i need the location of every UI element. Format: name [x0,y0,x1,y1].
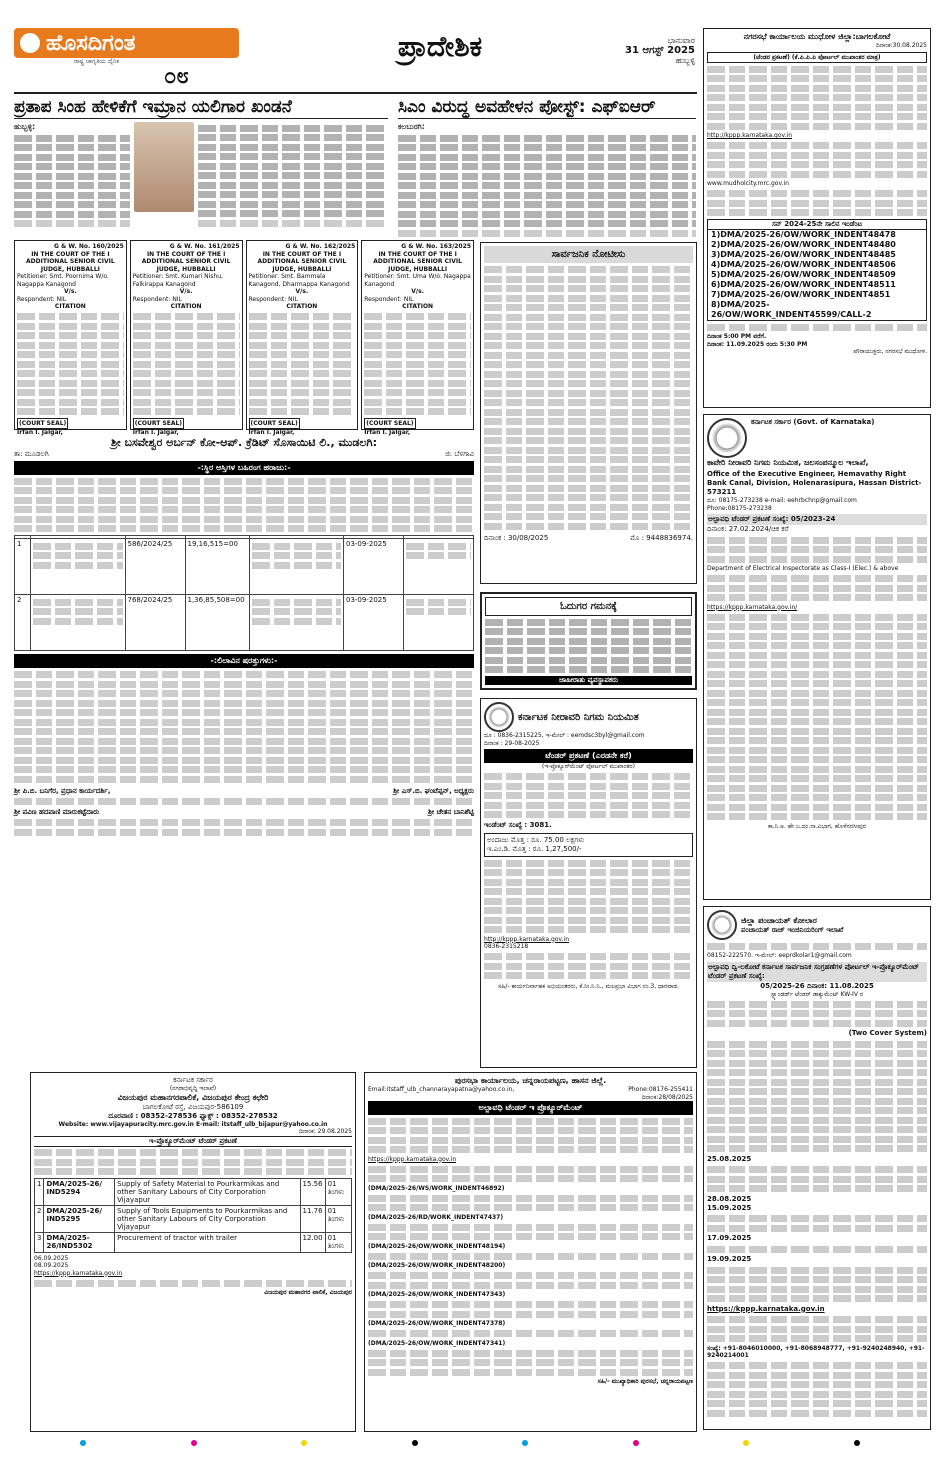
emblem-icon [484,702,514,732]
story-headline: ಸಿಎಂ ವಿರುದ್ಧ ಅವಹೇಳನ ಪೋಸ್ಟ್: ಎಫ್ಐಆರ್ [398,96,696,119]
city: ಹುಬ್ಬಳ್ಳಿ [675,56,695,65]
public-notice [480,242,697,584]
tender-table [34,1178,352,1253]
dateline [600,36,695,76]
tender-link[interactable]: http://kppp.karnataka.gov.in [484,935,569,943]
bank-title: ಶ್ರೀ ಬಸವೇಶ್ವರ ಅರ್ಬನ್ ಕೋ-ಆಪ್. ಕ್ರೆಡಿಟ್ ಸೊಸಾಯಿಟಿ ಲಿ., ಮುಡಲಗಿ: [111,436,377,449]
table-row: 1 586/2024/25 19,16,515=00 03-09-2025 [15,539,474,595]
indent-list: ಸನ್ 2024-25ನೇ ಸಾಲಿನ ಇಂಡೆಂಟ 1)DMA/2025-26/OW/WORK_INDENT48478 2)DMA/2025-26/OW/WORK_INDENT48480 3)DMA/2025-26/OW/WORK_INDENT48485 4)DMA/2025-26/OW/WORK_INDENT48506 5)DMA/2025-26/OW/WORK_INDENT48509 6)DMA/2025-26/OW/WORK_INDENT48511 7)DMA/2025-26/OW/WORK_INDENT4851 8)DMA/2025-26/OW/WORK_INDENT45599/CALL-2 [707,219,927,321]
register-dot [80,1440,86,1446]
notice-title: ಸಾರ್ವಜನಿಕ ನೋಟೀಸು [484,246,693,263]
emblem-icon [707,418,747,458]
logo-icon [20,33,40,53]
register-dot [633,1440,639,1446]
channarayapatna-tender: ಪುರಸಭಾ ಕಾರ್ಯಾಲಯ, ಚನ್ನರಾಯಪಟ್ಟಣ, ಹಾಸನ ಜಿಲ್ಲೆ. Email:itstaff_ulb_channarayapatna@yahoo.co.in, Phone:08176-255411 ದಿನಾಂಕ:28/08/2025 ಅಲ್ಪಾವಧಿ ಟೆಂಡರ್ ಇ ಪ್ರೊಕ್ಯೂರ್‌ಮೆಂಟ್ https://kppp.karnataka.gov.in (DMA/2025-26/WS/WORK_INDENT46892) (DMA/2025-26/RD/WORK_INDENT47437) (DMA/2025-26/OW/WORK_INDENT48194) (DMA/2025-26/OW/WORK_INDENT48200) (DMA/2025-26/OW/WORK_INDENT47343) (DMA/2025-26/OW/WORK_INDENT47378) (DMA/2025-26/OW/WORK_INDENT47341) ಸಹಿ/- ಮುಖ್ಯಾಧಿಕಾರಿ ಪುರಸಭೆ, ಚನ್ನರಾಯಪಟ್ಟಣ [364,1072,697,1432]
tender-link[interactable]: http://kppp.karnataka.gov.in [707,132,792,139]
story-headline: ಪ್ರತಾಪ ಸಿಂಹ ಹೇಳಿಕೆಗೆ ಇಮ್ರಾನ ಯಲಿಗಾರ ಖಂಡನೆ [14,96,388,119]
court-notice: G & W. No. 160/2025 IN THE COURT OF THE I ADDITIONAL SENIOR CIVIL JUDGE, HUBBALLI Petitioner: Smt. Poornima W/o. Nagappa Kanagond V/s. Respondent: NIL CITATION (COURT SEAL) Irfan I. Jalgar, [14,240,127,430]
page-number: ೦೮ [164,64,189,89]
tender-link[interactable]: https://kppp.karnataka.gov.in [707,1304,825,1313]
tender-link[interactable]: https://kppp.karnataka.gov.in [368,1155,457,1163]
register-dot [412,1440,418,1446]
table-row: 2 DMA/2025-26/ IND5295 Supply of Tools Equipments to Pourkarmikas and other Sanitary Labours of City Corporation Vijayapur 11.76 01 ತಿಂಗಳು [35,1205,352,1232]
story-fir [398,96,696,232]
story-dateline: ಹುಬ್ಬಳ್ಳಿ: [14,122,36,131]
day: ಭಾನುವಾರ [667,36,695,45]
tender-link[interactable]: https://kppp.karnataka.gov.in/ [707,603,798,611]
website-link[interactable]: www.mudholcity.mrc.gov.in [707,180,789,187]
table-row: 2 768/2024/25 1,36,85,508=00 03-09-2025 [15,595,474,651]
logo-tagline: ರಾಷ್ಟ್ರ ಜಾಗೃತಿಯ ದೈನಿಕ [74,58,120,65]
court-notices [14,240,474,436]
story-dateline: ಕಲಬುರಗಿ: [398,122,425,131]
section-title: ಪ್ರಾದೇಶಿಕ [397,30,483,63]
auction-banner: -:ಸ್ಥಿರ ಆಸ್ತಿಗಳ ಬಹಿರಂಗ ಹರಾಜು:- [14,461,474,475]
register-dot [522,1440,528,1446]
person-photo [134,122,194,212]
conditions-banner: -:ಲಿಲಾವಿನ ಷರತ್ತುಗಳು:- [14,654,474,668]
court-notice: G & W. No. 161/2025 IN THE COURT OF THE I ADDITIONAL SENIOR CIVIL JUDGE, HUBBALLI Petitioner: Smt. Kumari Nishu, Falkirappa Kanagond V/s. Respondent: NIL CITATION (COURT SEAL) Irfan I. Jalgar, [130,240,243,430]
logo-text: ಹೊಸದಿಗಂತ [46,30,136,56]
kbjnl-tender: ಕರ್ನಾಟಕ ನೀರಾವರಿ ನಿಗಮ ನಿಯಮಿತ ದೂ : 0836-2315225, ಇ-ಮೇಲ್ : eemdsc3byl@gmail.com ದಿನಾಂಕ : 29-08-2025 ಟೆಂಡರ್ ಪ್ರಕಟಣೆ (ಎರಡನೇ ಕರೆ) (ಇ-ಪ್ರೊಕ್ಯೂರ್‌ಮೆಂಟ್ ಪೋರ್ಟಲ್ ಮುಖಾಂತರ) ಇಂಡೆಂಟ್ ಸಂಖ್ಯೆ : 3081. ಅಂದಾಜು ಮೊತ್ತ : ರೂ. 75.00 ಲಕ್ಷಗಳು ಇ.ಎಂ.ಡಿ. ಮೊತ್ತ : ರೂ. 1,27,500/- http://kppp.karnataka.gov.in 0836-2315218 ಸಹಿ/- ಕಾರ್ಯನಿರ್ವಾಹಕ ಅಭಿಯಂತರರು, ಕೆ.ನೀ.ನಿ.ನಿ., ಮಲಪ್ರಭಾ ವಿಭಾಗ ನಂ.3, ಧಾರವಾಡ. [480,698,697,1068]
table-row: 1 DMA/2025-26/ IND5294 Supply of Safety Material to Pourkarmikas and other Sanitary Labours of City Corporation Vijayapur 15.56 01 ತಿಂಗಳು [35,1178,352,1205]
notice-phone: ಮೊ : 9448836974. [630,533,693,542]
story-imran [14,96,388,232]
register-dot [854,1440,860,1446]
register-dot [191,1440,197,1446]
emblem-icon [707,910,737,940]
date: 31 ಆಗಸ್ಟ್ 2025 [625,45,695,56]
vijayapura-tender: ಕರ್ನಾಟಕ ಸರ್ಕಾರ (ನಗರಾಭಿವೃದ್ಧಿ ಇಲಾಖೆ) ವಿಜಯಪುರ ಮಹಾನಗರಪಾಲಿಕೆ, ವಿಜಯಪುರ ಕೇಂದ್ರ ಕಛೇರಿ ಬಾಗಲಕೋಟೆ ರಸ್ತೆ, ವಿಜಯಪುರ-586109 ದೂರವಾಣಿ : 08352-278536 ಫ್ಯಾಕ್ಸ್ : 08352-278532 Website: www.vijayapuracity.mrc.gov.in E-mail: itstaff_ulb_bijapur@yahoo.co.in ದಿನಾಂಕ: 29.08.2025 ಇ-ಪ್ರೊಕ್ಯೂರ್‌ಮೆಂಟ್ ಟೆಂಡರ್ ಪ್ರಕಟಣೆ 1 DMA/2025-26/ IND5294 Supply of Safety Material to Pourkarmikas and other Sanitary Labours of City Corporation Vijayapur 15.56 01 ತಿಂಗಳು 2 DMA/2025-26/ IND5295 Supply of Tools Equipments to Pourkarmikas and other Sanitary Labours of City Corporation Vijayapur 11.76 01 ತಿಂಗಳು 3 DMA/2025-26/IND5302 Procurement of tractor with trailer 12.00 01 ತಿಂಗಳು 06.09.2025 08.09.2025 https://kppp.karnataka.gov.in ವಿಜಯಪುರ ಮಹಾನಗರ ಪಾಲಿಕೆ, ವಿಜಯಪುರ [30,1072,356,1432]
hassan-tender: ಕರ್ನಾಟಕ ಸರ್ಕಾರ (Govt. of Karnataka) ಕಾವೇರಿ ನೀರಾವರಿ ನಿಗಮ ನಿಯಮಿತ, ಜಲಸಂಪನ್ಮೂಲ ಇಲಾಖೆ, Office of the Executive Engineer, Hemavathy Right Bank Canal, Division, Holenarasipura, Hassan District-573211 ದೂ: 08175-273238 e-mail: eehrbchnp@gmail.com Phone:08175-273238 ಅಲ್ಪಾವಧಿ ಟೆಂಡರ್ ಪ್ರಕಟಣೆ ಸಂಖ್ಯೆ: 05/2023-24 ದಿನಾಂಕ: 27.02.2024/ಚಿಕ ಕರೆ Department of Electrical Inspectorate as Class-I (Elec.) & above https://kppp.karnataka.gov.in/ ಕಾ.ನಿ.ಅ. ಹೇ.ಬ.ದಂ.ನಾ.ವಿಭಾಗ, ಹೊಳೆನರಸೀಪುರ [703,414,931,900]
masthead-logo [14,28,239,88]
auction-table [14,535,474,651]
table-row: 3 DMA/2025-26/IND5302 Procurement of tractor with trailer 12.00 01 ತಿಂಗಳು [35,1232,352,1252]
register-dot [301,1440,307,1446]
register-dot [743,1440,749,1446]
masthead-rule [14,92,697,94]
court-notice: G & W. No. 162/2025 IN THE COURT OF THE I ADDITIONAL SENIOR CIVIL JUDGE, HUBBALLI Petitioner: Smt. Bammala Kanagond, Dharmappa Kanagond V/s. Respondent: NIL CITATION (COURT SEAL) Irfan I. Jalgar, [246,240,359,430]
bank-auction-notice: ಶ್ರೀ ಬಸವೇಶ್ವರ ಅರ್ಬನ್ ಕೋ-ಆಪ್. ಕ್ರೆಡಿಟ್ ಸೊಸಾಯಿಟಿ ಲಿ., ಮುಡಲಗಿ: ತಾ: ಮೂಡಲಗಿ ಜಿ: ಬೆಳಗಾವಿ -:ಸ್ಥಿರ ಆಸ್ತಿಗಳ ಬಹಿರಂಗ ಹರಾಜು:- 1 586/2024/25 19,16,515=00 03-09-2025 2 768/2024/25 1,36,85,508=00 03-09-2025 -:ಲಿಲಾವಿನ ಷರತ್ತುಗಳು:- ಶ್ರೀ ಪಿ.ಬಿ. ಬನಿಗೆರ, ಪ್ರಧಾನ ಕಾರ್ಯದರ್ಶಿ, ಶ್ರೀ ಎಸ್.ಬಿ. ಘಂಟೆಪ್ಪನ್, ಅಧ್ಯಕ್ಷರು ಶ್ರೀ ಪವಿಣ ಹದಪಾಣಿ ಮಾರುಕಟ್ಟೆದಾರು ಶ್ರೀ ಚೇತನ ಬಾನಿಶೆಟ್ಟಿ [14,436,474,908]
reader-notice: ಓದುಗರ ಗಮನಕ್ಕೆ ಜಾಹೀರಾತು ವ್ಯವಸ್ಥಾಪಕರು [480,592,697,690]
tender-link[interactable]: https://kppp.karnataka.gov.in [34,1269,123,1277]
court-notice: G & W. No. 163/2025 IN THE COURT OF THE I ADDITIONAL SENIOR CIVIL JUDGE, HUBBALLI Petitioner: Smt. Uma W/o. Nagappa Kanagond V/s. Respondent: NIL CITATION (COURT SEAL) Irfan I. Jalgar, [361,240,474,430]
notice-date: ದಿನಾಂಕ : 30/08/2025 [484,533,549,542]
registration-marks [80,1440,860,1450]
kolar-tender: ಜಿಲ್ಲಾ ಪಂಚಾಯತ್ ಕೋಲಾರ ಪಂಚಾಯತ್ ರಾಜ್ ಇಂಜಿನಿಯರಿಂಗ್ ಇಲಾಖೆ 08152-222570. ಇ-ಮೇಲ್: eeprdkolar1@gmail.com ಅಲ್ಪಾವಧಿ ದ್ವಿ-ಲಕೋಟೆ ಕರ್ನಾಟಕ ಸಾರ್ವಜನಿಕ ಸಂಗ್ರಹಣೆಗಳ ಪೋರ್ಟಲ್ ಇ-ಪ್ರೊಕ್ಯೂರ್‌ಮೆಂಟ್ ಟೆಂಡರ್ ಪ್ರಕಟಣೆ ಸಂಖ್ಯೆ: 05/2025-26 ದಿನಾಂಕ: 11.08.2025 ಸ್ಟ್ಯಾಂಡರ್ಡ್ ಟೆಂಡರ್ ಡಾಕ್ಯುಮೆಂಟ್ KW-IV ರ (Two Cover System) 25.08.2025 28.08.2025 15.09.2025 17.09.2025 19.09.2025 https://kppp.karnataka.gov.in ಸಂಖ್ಯೆ: +91-8046010000, +91-8068948777, +91-9240248940, +91-9240214001 [703,906,931,1430]
mudhol-tender: ನಗರಸಭೆ ಕಾರ್ಯಾಲಯ ಮುಧೋಳ ಜಿಲ್ಲಾ:ಬಾಗಲಕೋಟೆ ದಿನಾಂಕ:30.08.2025 (ಟೆಂಡರ ಪ್ರಕಟಣೆ) (ಕೆ.ಪಿ.ಪಿ.ಪಿ ಪೋರ್ಟಲ್ ಮುಖಾಂತರ ಮಾತ್ರ) http://kppp.karnataka.gov.in www.mudholcity.mrc.gov.in ಸನ್ 2024-25ನೇ ಸಾಲಿನ ಇಂಡೆಂಟ 1)DMA/2025-26/OW/WORK_INDENT48478 2)DMA/2025-26/OW/WORK_INDENT48480 3)DMA/2025-26/OW/WORK_INDENT48485 4)DMA/2025-26/OW/WORK_INDENT48506 5)DMA/2025-26/OW/WORK_INDENT48509 6)DMA/2025-26/OW/WORK_INDENT48511 7)DMA/2025-26/OW/WORK_INDENT4851 8)DMA/2025-26/OW/WORK_INDENT45599/CALL-2 ದಿನಾಂಕ 5:00 PM ವರೆಗೆ. ದಿನಾಂಕ: 11.09.2025 ರಂದು 5:30 PM ಪೌರಾಯುಕ್ತರು, ನಗರಸಭೆ ಮುಧೋಳ. [703,28,931,408]
